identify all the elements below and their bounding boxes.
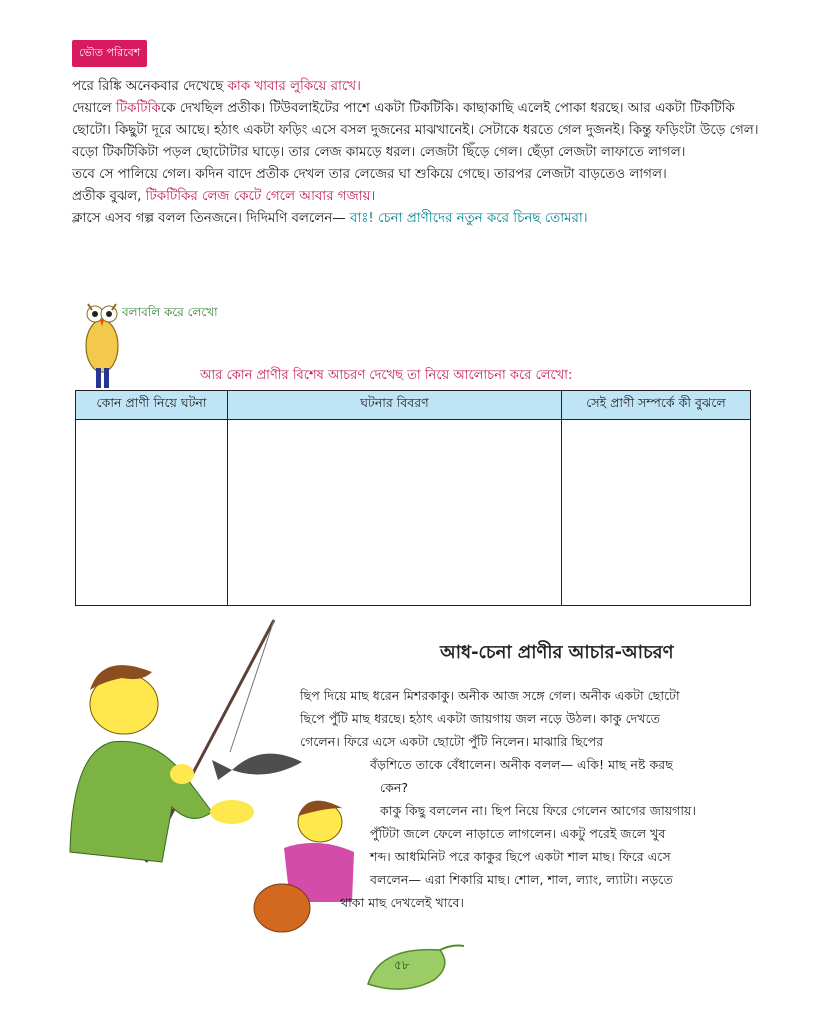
p2-highlight: টিকটিকি <box>115 101 161 116</box>
section-title: আধ-চেনা প্রাণীর আচার-আচরণ <box>440 642 674 663</box>
p4-start: প্রতীক বুঝল, <box>72 189 146 204</box>
story-line: বঁড়শিতে তাকে বেঁধালেন। অনীক বলল— একি! মাছ নষ্ট করছ <box>370 757 673 772</box>
story-line: বললেন— এরা শিকারি মাছ। শোল, শাল, ল্যাং, ল্যাটা। নড়তে <box>370 872 673 887</box>
intro-line-1 <box>72 76 762 98</box>
story-line: থাকা মাছ দেখলেই খাবে। <box>340 895 465 910</box>
table-cell-animal[interactable] <box>76 420 228 606</box>
p2-start: দেয়ালে <box>72 101 116 116</box>
p2-rest: কে দেখছিল প্রতীক। টিউবলাইটের পাশে একটা টিকটিকি। কাছাকাছি এলেই পোকা ধরছে। আর একটা টিকটিকি ছোটো। কিছুটা দূরে আছে। হঠাৎ একটা ফড়িং এসে বসল দুজনের মাঝখানেই। সেটাকে ধরতে গেল দুজনই। কিন্তু ফড়িংটা উড়ে গেল। বড়ো টিকটিকিটা পড়ল ছোটোটার ঘাড়ে। তার লেজ কামড়ে ধরল। লেজটা ছিঁড়ে গেল। ছেঁড়া লেজটা লাফাতে লাগল। <box>72 101 759 160</box>
story-line: শব্দ। আধমিনিট পরে কাকুর ছিপে একটা শাল মাছ। ফিরে এসে <box>370 849 671 864</box>
activity-title: বলাবলি করে লেখো <box>122 305 218 319</box>
table-header-row <box>76 391 751 420</box>
table-header-learning: সেই প্রাণী সম্পর্কে কী বুঝলে <box>562 391 751 420</box>
story-text <box>300 684 760 914</box>
story-line: পুঁটিটা জলে ফেলে নাড়াতে লাগলেন। একটু পরেই জলে খুব <box>370 826 666 841</box>
activity-prompt: আর কোন প্রাণীর বিশেষ আচরণ দেখেছ তা নিয়ে আলোচনা করে লেখো: <box>200 368 573 383</box>
intro-text <box>72 76 762 230</box>
story-line: গেলেন। ফিরে এসে একটা ছোটো পুঁটি নিলেন। মাঝারি ছিপের <box>300 734 604 749</box>
story-line: কেন? <box>380 780 409 795</box>
intro-line-1-text: পরে রিঙ্কি অনেকবার দেখেছে <box>72 79 228 94</box>
page-number: ৫৮ <box>394 958 410 972</box>
activity-table <box>75 390 751 606</box>
owl-icon <box>78 296 126 390</box>
p4-highlight: টিকটিকির লেজ কেটে গেলে আবার গজায়। <box>145 189 376 204</box>
table-cell-description[interactable] <box>228 420 562 606</box>
story-line: কাকু কিছু বললেন না। ছিপ নিয়ে ফিরে গেলেন আগের জায়গায়। <box>380 803 696 818</box>
table-cell-learning[interactable] <box>562 420 751 606</box>
section-tag: ভৌত পরিবেশ <box>72 40 147 67</box>
p5-start: ক্লাসে এসব গল্প বলল তিনজনে। দিদিমণি বললেন— <box>72 211 350 226</box>
intro-paragraph-5 <box>72 208 762 230</box>
intro-paragraph-3: তবে সে পালিয়ে গেল। কদিন বাদে প্রতীক দেখল তার লেজের ঘা শুকিয়ে গেছে। তারপর লেজটা বাড়তেও লাগল। <box>72 167 667 182</box>
table-header-animal: কোন প্রাণী নিয়ে ঘটনা <box>76 391 228 420</box>
story-line: ছিপ দিয়ে মাছ ধরেন মিশরকাকু। অনীক আজ সঙ্গে গেল। অনীক একটা ছোটো <box>300 688 680 703</box>
table-header-description: ঘটনার বিবরণ <box>228 391 562 420</box>
p5-highlight: বাঃ! চেনা প্রাণীদের নতুন করে চিনছ তোমরা। <box>349 211 588 226</box>
leaf-icon <box>360 940 470 996</box>
story-line: ছিপে পুঁটি মাছ ধরছে। হঠাৎ একটা জায়গায় জল নড়ে উঠল। কাকু দেখতে <box>300 711 661 726</box>
intro-paragraph-4 <box>72 186 762 208</box>
table-row <box>76 420 751 606</box>
intro-paragraph-2 <box>72 98 762 164</box>
intro-line-1-highlight: কাক খাবার লুকিয়ে রাখে। <box>227 79 361 94</box>
